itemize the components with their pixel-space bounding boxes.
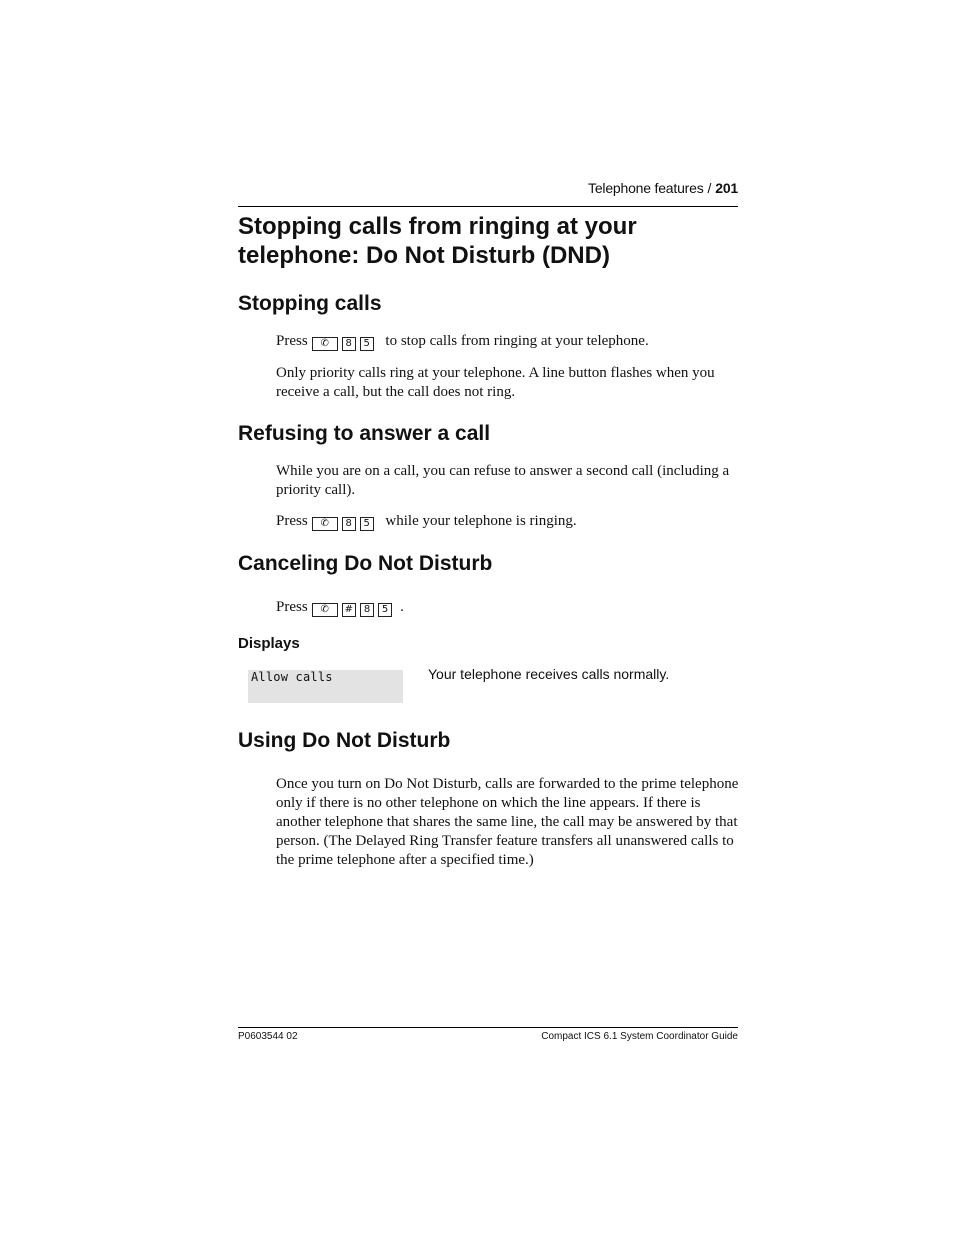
press-label: Press xyxy=(276,599,308,615)
running-header xyxy=(238,180,738,207)
stopping-press-line xyxy=(276,332,741,351)
heading-displays: Displays xyxy=(238,635,300,652)
key-8: 8 xyxy=(360,603,374,617)
header-section: Telephone features xyxy=(588,180,704,196)
heading-canceling-dnd: Canceling Do Not Disturb xyxy=(238,552,493,575)
display-text: Allow calls xyxy=(251,670,333,684)
key-sequence xyxy=(308,333,378,349)
refusing-press-line xyxy=(276,512,741,531)
key-8: 8 xyxy=(342,337,356,351)
press-label: Press xyxy=(276,513,308,529)
header-separator: / xyxy=(707,180,712,196)
key-8: 8 xyxy=(342,517,356,531)
footer-guide-title: Compact ICS 6.1 System Coordinator Guide xyxy=(541,1031,738,1042)
key-5: 5 xyxy=(378,603,392,617)
page-footer xyxy=(238,1027,738,1046)
refusing-body: While you are on a call, you can refuse to answer a second call (including a priority call). xyxy=(276,463,730,498)
feature-key-icon: ✆ xyxy=(312,337,338,351)
feature-key-icon: ✆ xyxy=(312,603,338,617)
page-number: 201 xyxy=(715,180,738,196)
key-hash: # xyxy=(342,603,356,617)
footer-document-number: P0603544 02 xyxy=(238,1031,298,1042)
press-suffix: to stop calls from ringing at your telephone. xyxy=(385,333,649,349)
key-5: 5 xyxy=(360,337,374,351)
key-sequence xyxy=(308,513,378,529)
heading-refusing-call: Refusing to answer a call xyxy=(238,422,491,445)
key-5: 5 xyxy=(360,517,374,531)
page-title: Stopping calls from ringing at your telephone: Do Not Disturb (DND) xyxy=(238,213,637,269)
feature-key-icon: ✆ xyxy=(312,517,338,531)
display-screen xyxy=(248,670,403,703)
stopping-body: Only priority calls ring at your telephone. A line button flashes when you receive a call, but the call does not ring. xyxy=(276,365,715,400)
heading-using-dnd: Using Do Not Disturb xyxy=(238,729,451,752)
using-body: Once you turn on Do Not Disturb, calls are forwarded to the prime telephone only if there is no other telephone on which the line appears. If there is another telephone that shares the same line, the call may be answered by that person. (The Delayed Ring Transfer feature transfers all unanswered calls to the prime telephone after a specified time.) xyxy=(276,776,739,868)
canceling-press-line xyxy=(276,598,741,617)
heading-stopping-calls: Stopping calls xyxy=(238,292,382,315)
press-label: Press xyxy=(276,333,308,349)
key-sequence xyxy=(308,599,396,615)
press-suffix: while your telephone is ringing. xyxy=(385,513,577,529)
display-description: Your telephone receives calls normally. xyxy=(428,666,670,682)
press-suffix: . xyxy=(400,599,404,615)
